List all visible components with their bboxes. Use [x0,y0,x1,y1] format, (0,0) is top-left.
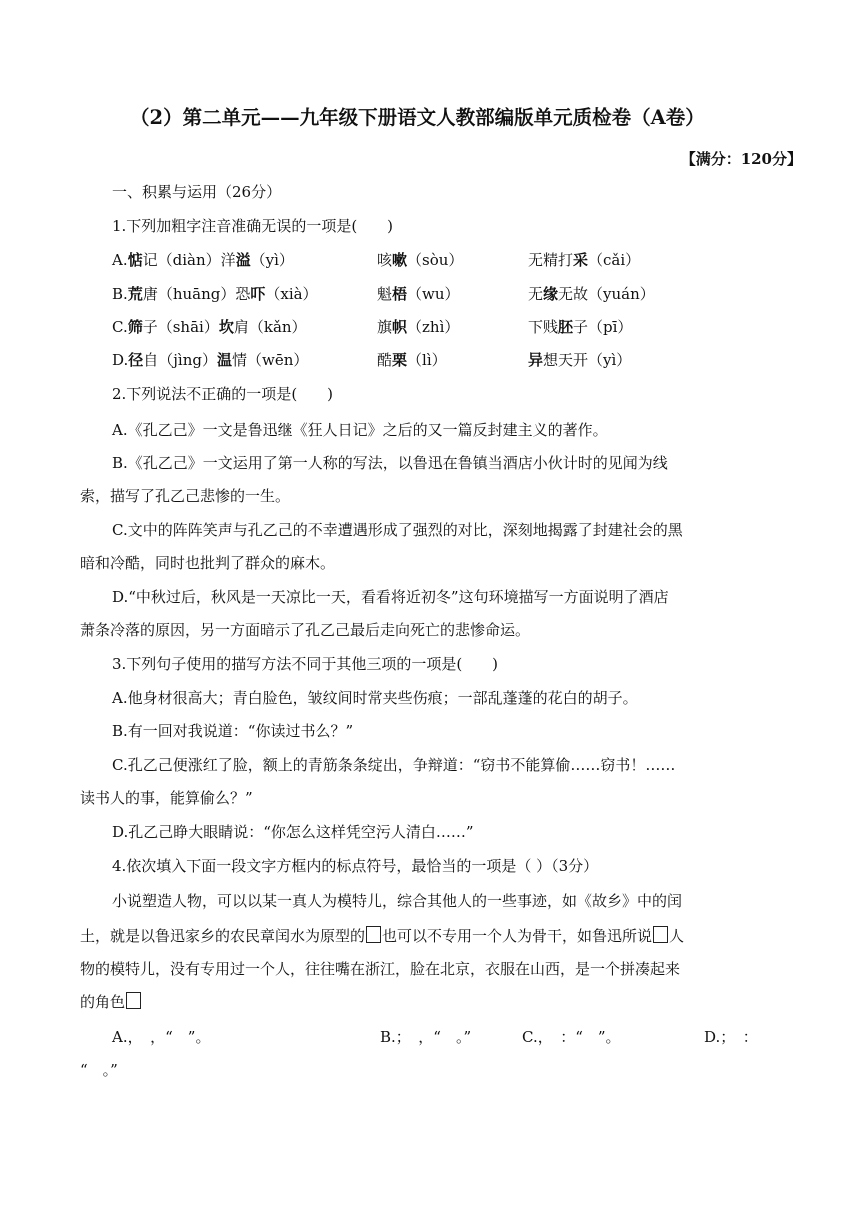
q3-option-c-line2: 读书人的事，能算偷么？” [80,789,253,807]
q1-d-word-2 [377,350,447,370]
q2-option-d-line1: D.“中秋过后，秋风是一天凉比一天，看看将近初冬”这句环境描写一方面说明了酒店 [112,588,669,606]
bold-char: 荒 [127,285,143,303]
q2-option-d-line2: 萧条冷落的原因，另一方面暗示了孔乙己最后走向死亡的悲惨命运。 [80,621,531,639]
bold-char: 胚 [558,318,574,336]
word-text: 旗 [377,318,393,336]
q4-option-b: B.； ，“ 。” [380,1028,472,1046]
blank-box [126,992,141,1009]
q3-option-c-line1: C.孔乙己便涨红了脸，额上的青筋条条绽出，争辩道：“窃书不能算偷……窃书！…… [112,756,676,774]
word-text: 无 [528,285,544,303]
q2-option-b-line2: 索，描写了孔乙己悲惨的一生。 [80,487,291,505]
page-title: （2）第二单元——九年级下册语文人教部编版单元质检卷（A卷） [130,106,705,129]
blank-box [366,926,381,943]
q4-passage-line4 [80,992,142,1012]
q4-passage-line3: 物的模特儿，没有专用过一个人，往往嘴在浙江，脸在北京，衣服在山西，是一个拼凑起来 [80,960,681,978]
blank-box [653,926,668,943]
pinyin-text: 无故（yuán） [558,285,655,303]
bold-char: 栗 [392,351,408,369]
passage-text: 的角色 [80,993,126,1011]
q1-option-c [112,317,307,337]
pinyin-text: （wu） [407,285,460,303]
pinyin-text: （lì） [407,351,447,369]
pinyin-text: （yì） [250,251,294,269]
passage-text: 土，就是以鲁迅家乡的农民章闰水为原型的 [80,927,366,945]
word-text: 下贱 [528,318,559,336]
q1-option-a [112,250,294,270]
q1-c-word-2 [377,317,459,337]
q1-b-word-3 [528,284,655,304]
q2-option-a: A.《孔乙己》一文是鲁迅继《狂人日记》之后的又一篇反封建主义的著作。 [112,421,608,439]
pinyin-text: 情（wēn） [232,351,309,369]
pinyin-text: 子（shāi） [142,318,219,336]
word-text: 魁 [377,285,393,303]
q1-c-word-3 [528,317,632,337]
q1-b-word-2 [377,284,460,304]
word-text: 酷 [377,351,393,369]
bold-char: 径 [128,351,144,369]
pinyin-text: 记（diàn）洋 [142,251,236,269]
q4-option-d-line2: “ 。” [80,1061,118,1079]
q1-d-word-3 [528,350,631,370]
pinyin-text: （cǎi） [588,251,641,269]
q1-a-word-3 [528,250,640,270]
word-text: 咳 [377,251,393,269]
q4-option-c: C.， ：“ ”。 [522,1028,621,1046]
pinyin-text: 子（pī） [573,318,633,336]
q2-option-c-line2: 暗和冷酷，同时也批判了群众的麻木。 [80,554,336,572]
pinyin-text: （xià） [265,285,318,303]
q3-option-b: B.有一回对我说道：“你读过书么？” [112,722,354,740]
section-heading: 一、积累与运用（26分） [112,183,282,201]
option-letter: D. [112,351,129,369]
option-letter: A. [112,251,128,269]
q1-a-word-2 [377,250,463,270]
q4-passage-line2 [80,926,684,946]
passage-text: 人 [669,927,685,945]
q4-option-a: A.， ，“ ”。 [112,1028,211,1046]
pinyin-text: 唐（huāng）恐 [142,285,251,303]
pinyin-text: 自（jìng） [143,351,217,369]
bold-char: 采 [573,251,589,269]
bold-char: 缘 [543,285,559,303]
q3-option-d: D.孔乙己睁大眼睛说：“你怎么这样凭空污人清白……” [112,823,474,841]
q4-option-d: D.； ： [704,1028,758,1046]
bold-char: 帜 [392,318,408,336]
q2-option-b-line1: B.《孔乙己》一文运用了第一人称的写法，以鲁迅在鲁镇当酒店小伙计时的见闻为线 [112,454,668,472]
bold-char: 嗽 [392,251,408,269]
bold-char: 筛 [127,318,143,336]
question-1-stem: 1.下列加粗字注音准确无误的一项是( ) [112,217,394,235]
bold-char: 温 [217,351,233,369]
question-3-stem: 3.下列句子使用的描写方法不同于其他三项的一项是( ) [112,655,499,673]
pinyin-text: 想天开（yì） [543,351,632,369]
question-4-stem: 4.依次填入下面一段文字方框内的标点符号，最恰当的一项是（ ）（3分） [112,857,599,875]
question-2-stem: 2.下列说法不正确的一项是( ) [112,385,334,403]
bold-char: 溢 [235,251,251,269]
passage-text: 也可以不专用一个人为骨干，如鲁迅所说 [382,927,653,945]
full-score-label: 【满分：120分】 [680,150,802,168]
option-letter: C. [112,318,128,336]
bold-char: 惦 [127,251,143,269]
q4-passage-line1: 小说塑造人物，可以以某一真人为模特儿，综合其他人的一些事迹，如《故乡》中的闰 [112,892,683,910]
bold-char: 梧 [392,285,408,303]
bold-char: 吓 [250,285,266,303]
q1-option-d [112,350,308,370]
q2-option-c-line1: C.文中的阵阵笑声与孔乙己的不幸遭遇形成了强烈的对比，深刻地揭露了封建社会的黑 [112,521,683,539]
pinyin-text: （zhì） [407,318,460,336]
q1-option-b [112,284,318,304]
word-text: 无精打 [528,251,574,269]
q3-option-a: A.他身材很高大；青白脸色，皱纹间时常夹些伤痕；一部乱蓬蓬的花白的胡子。 [112,689,638,707]
bold-char: 异 [528,351,544,369]
bold-char: 坎 [218,318,234,336]
pinyin-text: 肩（kǎn） [233,318,307,336]
pinyin-text: （sòu） [407,251,464,269]
option-letter: B. [112,285,128,303]
